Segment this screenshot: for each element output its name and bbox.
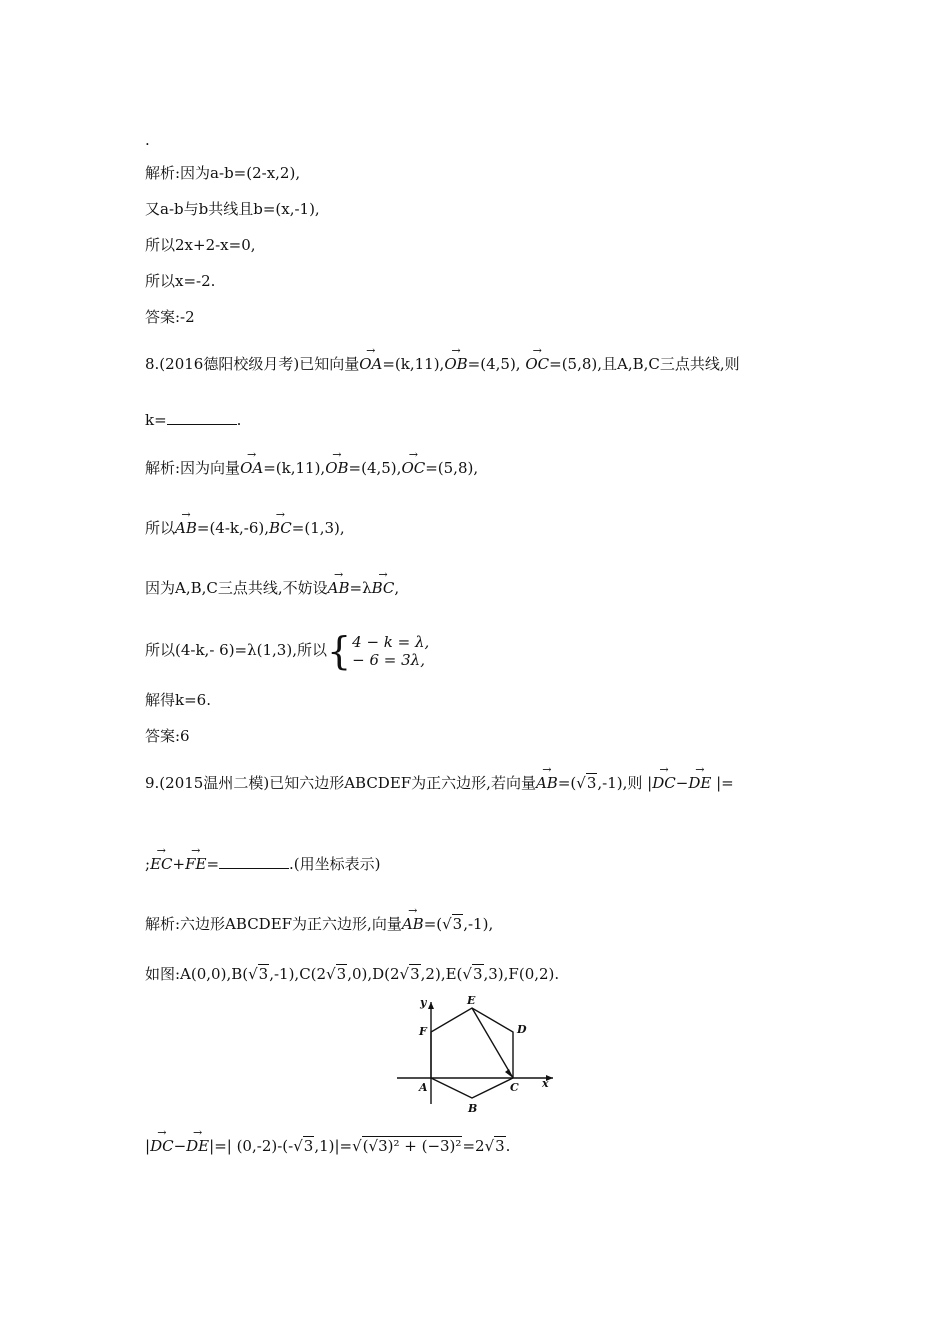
- vector-EC: → EC: [150, 854, 172, 874]
- axis-label-x: x: [542, 1077, 549, 1090]
- sqrt-3: √3: [484, 1137, 505, 1155]
- q9-s2-e: ,3),F(0,2).: [483, 965, 560, 983]
- radicand: 3: [586, 774, 597, 792]
- radicand: 3: [452, 915, 463, 933]
- q8-solution-line-2: [145, 518, 345, 538]
- vector-FE: → FE: [185, 854, 206, 874]
- vector-DE: → DE: [688, 773, 711, 793]
- plus-sign: +: [172, 855, 186, 873]
- radicand-expression: (√3)² + (−3)²: [362, 1137, 462, 1155]
- vector-AB: → AB: [328, 578, 350, 598]
- q9-s3-d: =2: [462, 1137, 485, 1155]
- radicand: 3: [303, 1137, 314, 1155]
- q8-k-end: .: [236, 411, 242, 429]
- equation-system: [326, 629, 430, 673]
- stray-dot: .: [145, 131, 150, 149]
- sqrt-3: √3: [442, 915, 463, 933]
- answer-blank: [219, 854, 289, 869]
- vector-OC: → OC: [525, 354, 549, 374]
- vector-DE: → DE: [186, 1136, 209, 1156]
- hexagon-shape: [431, 1008, 513, 1098]
- vector-AB: → AB: [402, 914, 424, 934]
- answer-blank: [167, 410, 237, 425]
- left-brace-icon: {: [326, 629, 352, 673]
- q9-s3-c: ,1)|=: [314, 1137, 353, 1155]
- vector-DC: → DC: [150, 1136, 174, 1156]
- vertex-label-A: A: [419, 1081, 428, 1094]
- hexagon-figure: [395, 990, 565, 1115]
- q8-solution-line-4: [145, 629, 430, 673]
- q7-solution-line-4: 所以x=-2.: [145, 272, 216, 290]
- vertex-label-C: C: [510, 1081, 519, 1094]
- q8-s4-text: 所以(4-k,- 6)=λ(1,3),所以: [145, 641, 327, 659]
- q9-l2-end: .(用坐标表示): [289, 855, 381, 873]
- vertex-label-B: B: [468, 1102, 478, 1115]
- q9-stem-text: 9.(2015温州二模)已知六边形ABCDEF为正六边形,若向量: [145, 774, 536, 792]
- sqrt-3: √3: [399, 965, 420, 983]
- q9-stem: [145, 773, 734, 793]
- sqrt-expression: √(√3)² + (−3)²: [352, 1137, 462, 1155]
- q9-l2-semicolon: ;: [145, 855, 151, 873]
- vertex-label-E: E: [467, 994, 476, 1007]
- q8-OA-value: =(k,11),: [382, 355, 445, 373]
- sqrt-3: √3: [293, 1137, 314, 1155]
- ec-arrow-icon: [505, 1069, 513, 1078]
- q9-stem-val-pre: =(: [557, 774, 577, 792]
- radicand: 3: [336, 965, 347, 983]
- q9-s1-val-pre: =(: [423, 915, 443, 933]
- minus-sign: −: [173, 1137, 187, 1155]
- q9-solution-line-3: [145, 1136, 510, 1156]
- vector-OB: → OB: [444, 354, 467, 374]
- q9-s2-d: ,2),E(: [420, 965, 463, 983]
- radicand: 3: [472, 965, 483, 983]
- q7-solution-line-3: 所以2x+2-x=0,: [145, 236, 256, 254]
- abs-bar-left: |: [145, 1137, 151, 1155]
- q8-stem-text: 8.(2016德阳校级月考)已知向量: [145, 355, 360, 373]
- vector-AB: → AB: [536, 773, 558, 793]
- q7-solution-line-1: 解析:因为a-b=(2-x,2),: [145, 164, 301, 182]
- q8-solution-line-3: [145, 578, 399, 598]
- q8-s1-OC-value: =(5,8),: [425, 459, 479, 477]
- sqrt-3: √3: [462, 965, 483, 983]
- q7-answer: 答案:-2: [145, 308, 195, 326]
- q9-stem-val-post: ,-1),则: [597, 774, 643, 792]
- q8-OB-value: =(4,5),: [467, 355, 521, 373]
- vector-OA: → OA: [240, 458, 263, 478]
- q9-line-2: [145, 854, 381, 874]
- q9-s1-val-post: ,-1),: [463, 915, 494, 933]
- y-axis-arrow-icon: [428, 1002, 434, 1009]
- radicand: 3: [495, 1137, 505, 1155]
- system-eq-1: 4 − k = λ,: [352, 633, 430, 651]
- q8-k-blank-line: [145, 410, 241, 430]
- q8-k-label: k=: [145, 411, 167, 429]
- vector-DC: → DC: [652, 773, 676, 793]
- q8-stem: [145, 354, 740, 374]
- vertex-label-D: D: [517, 1023, 527, 1036]
- vertex-label-F: F: [419, 1025, 427, 1038]
- q9-solution-line-2: [145, 964, 559, 984]
- q8-solution-line-5: 解得k=6.: [145, 691, 211, 709]
- radicand: 3: [258, 965, 269, 983]
- minus-sign: −: [675, 774, 689, 792]
- q8-s2-text: 所以: [145, 519, 176, 537]
- q8-s3-lambda: =λ: [349, 579, 372, 597]
- segment-EC: [472, 1008, 513, 1078]
- vector-BC: → BC: [372, 578, 395, 598]
- axis-label-y: y: [420, 996, 427, 1009]
- q8-OC-value: =(5,8),且A,B,C三点共线,则: [549, 355, 740, 373]
- q9-l2-eq: =: [206, 855, 220, 873]
- q7-solution-line-2: 又a-b与b共线且b=(x,-1),: [145, 200, 320, 218]
- q8-s3-end: ,: [394, 579, 400, 597]
- abs-bar-right: |=: [716, 774, 734, 792]
- sqrt-3: √3: [576, 774, 597, 792]
- vector-BC: → BC: [269, 518, 292, 538]
- q9-s3-end: .: [505, 1137, 511, 1155]
- abs-bar-left: |: [647, 774, 653, 792]
- q8-s2-BC-value: =(1,3),: [291, 519, 345, 537]
- radicand: 3: [410, 965, 420, 983]
- q8-s1-OA-value: =(k,11),: [263, 459, 326, 477]
- q9-s2-a: 如图:A(0,0),B(: [145, 965, 249, 983]
- q9-s2-c: ,0),D(2: [347, 965, 400, 983]
- q9-s1-text: 解析:六边形ABCDEF为正六边形,向量: [145, 915, 402, 933]
- q8-s2-AB-value: =(4-k,-6),: [196, 519, 269, 537]
- q8-s1-text: 解析:因为向量: [145, 459, 241, 477]
- sqrt-3: √3: [248, 965, 269, 983]
- vector-AB: → AB: [175, 518, 197, 538]
- q9-s3-b: |=| (0,-2)-(-: [209, 1137, 294, 1155]
- q9-solution-line-1: [145, 914, 493, 934]
- q8-s1-OB-value: =(4,5),: [348, 459, 402, 477]
- vector-OA: → OA: [359, 354, 382, 374]
- vector-OC: → OC: [401, 458, 425, 478]
- q8-solution-line-1: [145, 458, 478, 478]
- sqrt-3: √3: [326, 965, 347, 983]
- q8-answer: 答案:6: [145, 727, 190, 745]
- q9-s2-b: ,-1),C(2: [269, 965, 327, 983]
- system-eq-2: − 6 = 3λ,: [352, 651, 425, 669]
- q8-s3-text: 因为A,B,C三点共线,不妨设: [145, 579, 328, 597]
- vector-OB: → OB: [325, 458, 348, 478]
